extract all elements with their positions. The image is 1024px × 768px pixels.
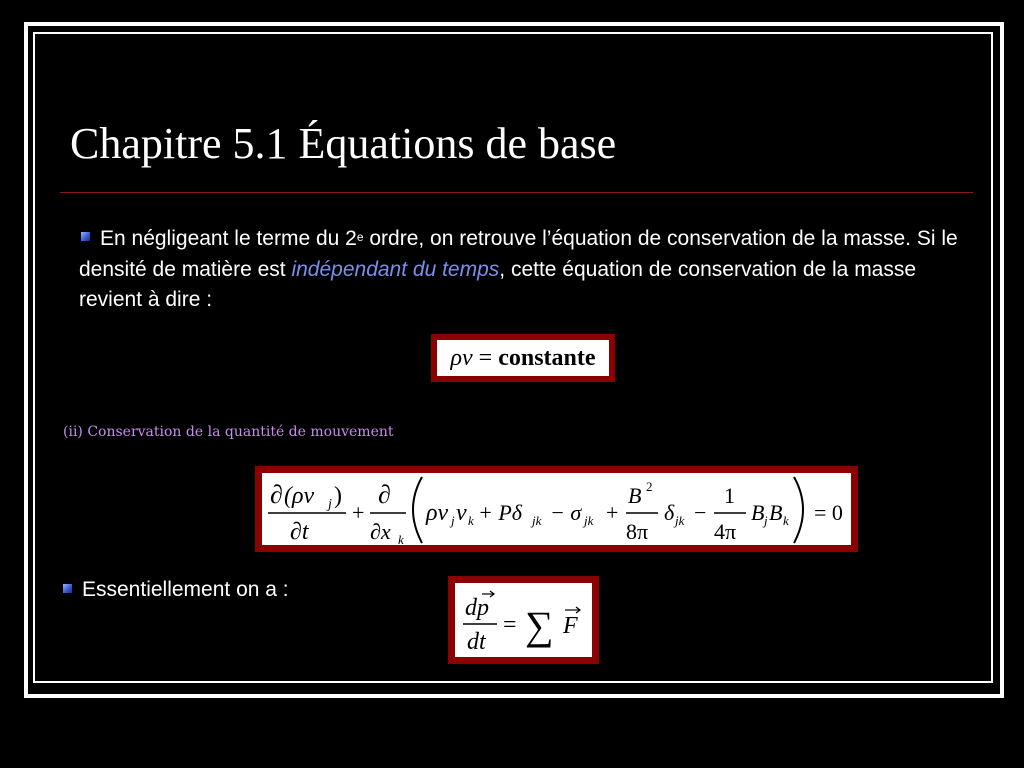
eq2-sub-k3: k: [783, 513, 789, 528]
eq2-minus-sigma: − σ: [550, 500, 582, 525]
eq2-one: 1: [724, 483, 735, 508]
eq2-rho-v: ρv: [426, 500, 449, 526]
eq2-sub-j: j: [328, 497, 332, 512]
eq2-4pi: 4π: [714, 519, 737, 544]
subheading-momentum: (ii) Conservation de la quantité de mouvement: [63, 424, 394, 440]
eq2-big-left-paren: [413, 477, 422, 543]
bullet-2-text: Essentiellement on a :: [82, 578, 289, 601]
eq2-sub-jk3: jk: [675, 513, 685, 528]
eq1-constante: constante: [498, 344, 596, 371]
eq3-dt: dt: [467, 629, 486, 655]
eq1-rho-v: ρv: [450, 344, 473, 371]
eq2-dxk: ∂x: [370, 519, 391, 544]
eq2-B: B: [628, 483, 642, 508]
eq2-minus: −: [694, 500, 707, 525]
slide-title: Chapitre 5.1 Équations de base: [70, 119, 617, 168]
eq2-8pi: 8π: [626, 519, 649, 544]
eq2-rho-vj: (ρv: [284, 483, 315, 509]
eq2-sub-jk: jk: [532, 513, 542, 528]
paragraph-text-2: ordre, on retrouve l’équation de conservation de la masse. Si le densité de matière est: [79, 227, 958, 281]
title-divider: [60, 192, 973, 193]
eq2-sub-j2: j: [451, 513, 455, 528]
eq2-delta: δ: [664, 500, 675, 525]
eq2-Bj: B: [751, 500, 765, 525]
paragraph-superscript: e: [356, 230, 364, 244]
eq2-v: v: [456, 500, 467, 526]
eq2-plus: +: [352, 500, 365, 525]
eq3-svg: [455, 583, 592, 657]
equation-momentum: [255, 466, 858, 552]
eq2-sub-j3: j: [764, 513, 768, 528]
bullet-paragraph: [79, 224, 959, 316]
eq2-partial-1: ∂: [270, 480, 283, 509]
paragraph-text-3: , cette équation de conservation de la masse revient à dire :: [79, 257, 917, 311]
eq2-svg: [262, 473, 851, 545]
eq2-sub-k2: k: [468, 513, 474, 528]
paragraph-text-1: En négligeant le terme du 2: [100, 227, 357, 250]
eq2-partial-2: ∂: [378, 480, 391, 509]
bullet-square-icon-2: [63, 584, 72, 593]
eq3-dp: dp: [465, 595, 489, 621]
eq2-sup-2: 2: [646, 479, 653, 494]
eq3-equals: =: [503, 612, 517, 638]
paragraph-emphasis: indépendant du temps: [291, 257, 500, 281]
eq2-p-delta: + Pδ: [478, 500, 523, 525]
eq2-close-paren: ): [334, 483, 342, 509]
eq2-plus-2: +: [606, 500, 619, 525]
equation-newton: [448, 576, 599, 664]
bullet-square-icon: [81, 232, 90, 241]
eq1-equals: =: [472, 344, 499, 371]
eq3-F: F: [563, 613, 578, 639]
eq2-sub-k: k: [398, 532, 404, 545]
eq2-Bk: B: [769, 500, 783, 525]
eq2-eq-zero: = 0: [814, 500, 843, 525]
eq2-sub-jk2: jk: [584, 513, 594, 528]
eq2-big-right-paren: [794, 477, 803, 543]
bullet-essentiellement: [63, 578, 289, 602]
eq2-dt: ∂t: [290, 519, 309, 545]
eq3-sum: ∑: [525, 603, 554, 648]
equation-mass-conservation: [431, 334, 615, 382]
